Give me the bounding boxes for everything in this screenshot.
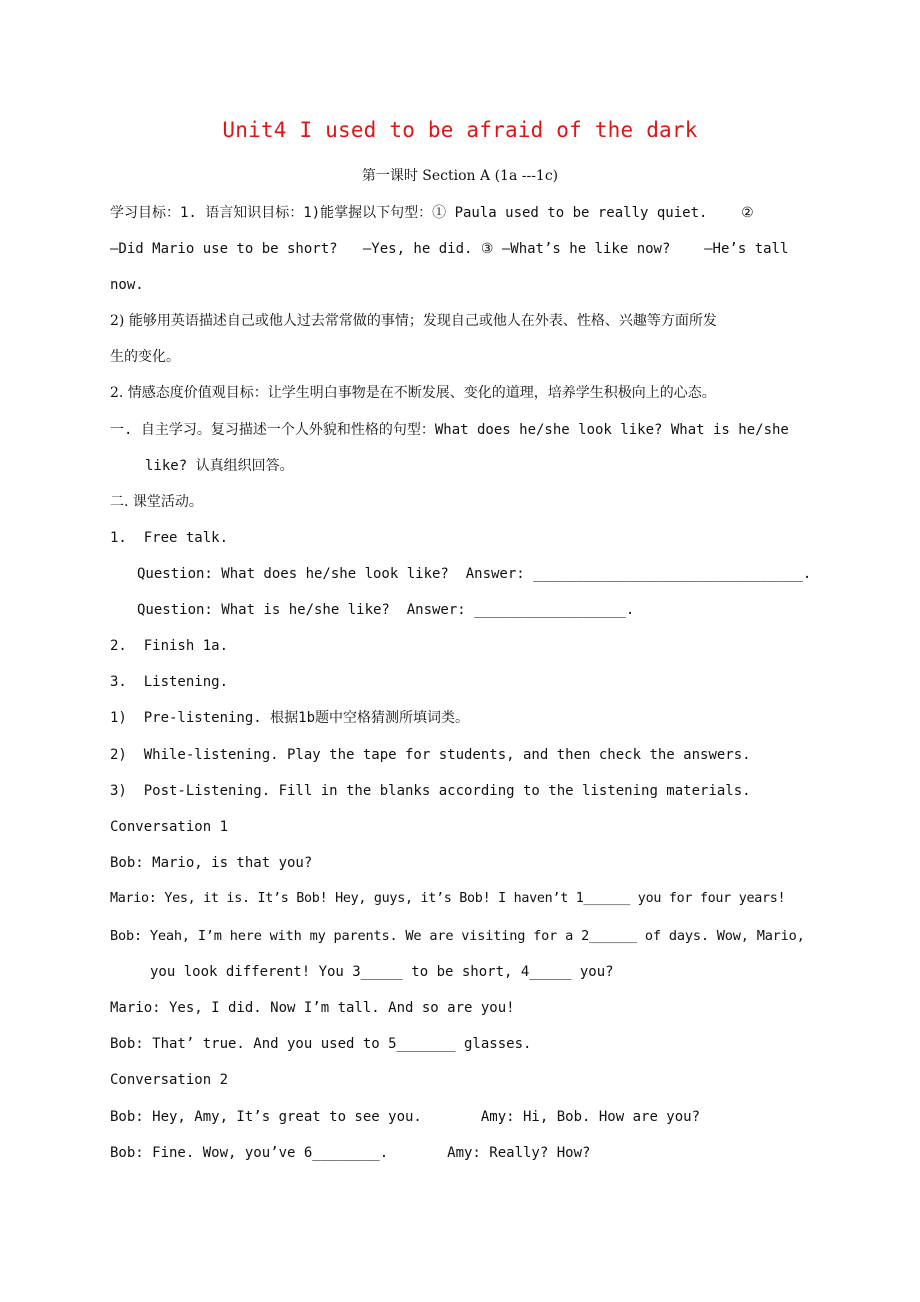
item-listening: 3. Listening. — [110, 674, 229, 690]
dialogue-line: Mario: Yes, I did. Now I’m tall. And so are you! — [110, 1000, 515, 1016]
question-look-like: Question: What does he/she look like? Answer: ________________________________. — [137, 566, 812, 582]
post-listening: 3) Post-Listening. Fill in the blanks according to the listening materials. — [110, 783, 751, 799]
objectives-line-4: 2) 能够用英语描述自己或他人过去常常做的事情；发现自己或他人在外表、性格、兴趣等方面所发 — [110, 313, 717, 329]
page-title: Unit4 I used to be afraid of the dark — [222, 118, 698, 142]
dialogue-line: Mario: Yes, it is. It’s Bob! Hey, guys, it’s Bob! I haven’t 1______ you for four years! — [110, 891, 786, 906]
section-heading-activities: 二. 课堂活动。 — [110, 494, 203, 510]
item-free-talk: 1. Free talk. — [110, 530, 229, 546]
self-study-line-2: like? 认真组织回答。 — [145, 458, 294, 474]
lesson-subtitle: 第一课时 Section A (1a ---1c) — [361, 168, 559, 184]
emotion-objective: 2. 情感态度价值观目标：让学生明白事物是在不断发展、变化的道理，培养学生积极向上的心态。 — [110, 385, 716, 401]
objectives-line-1: 学习目标：1. 语言知识目标：1)能掌握以下句型：① Paula used to be really quiet. ② — [110, 205, 754, 221]
dialogue-line: Bob: Fine. Wow, you’ve 6________. Amy: Really? How? — [110, 1145, 591, 1161]
conversation-1-heading: Conversation 1 — [110, 819, 229, 835]
question-like: Question: What is he/she like? Answer: __________________. — [137, 602, 635, 618]
dialogue-line: Bob: Yeah, I’m here with my parents. We are visiting for a 2______ of days. Wow, Mario, — [110, 928, 805, 944]
dialogue-line: Bob: Mario, is that you? — [110, 855, 313, 871]
objectives-line-5: 生的变化。 — [110, 349, 180, 365]
dialogue-line-continued: you look different! You 3_____ to be short, 4_____ you? — [150, 964, 614, 980]
dialogue-line: Bob: Hey, Amy, It’s great to see you. Amy: Hi, Bob. How are you? — [110, 1109, 701, 1125]
dialogue-line: Bob: That’ true. And you used to 5_______ glasses. — [110, 1036, 532, 1052]
objectives-line-2: —Did Mario use to be short? —Yes, he did. ③ —What’s he like now? —He’s tall — [110, 241, 789, 257]
conversation-2-heading: Conversation 2 — [110, 1072, 229, 1088]
while-listening: 2) While-listening. Play the tape for students, and then check the answers. — [110, 747, 751, 763]
objectives-line-3: now. — [110, 277, 144, 293]
self-study-line-1: 一. 自主学习。复习描述一个人外貌和性格的句型：What does he/she look like? What is he/she — [110, 422, 789, 438]
pre-listening: 1) Pre-listening. 根据1b题中空格猜测所填词类。 — [110, 710, 470, 726]
item-finish-1a: 2. Finish 1a. — [110, 638, 229, 654]
